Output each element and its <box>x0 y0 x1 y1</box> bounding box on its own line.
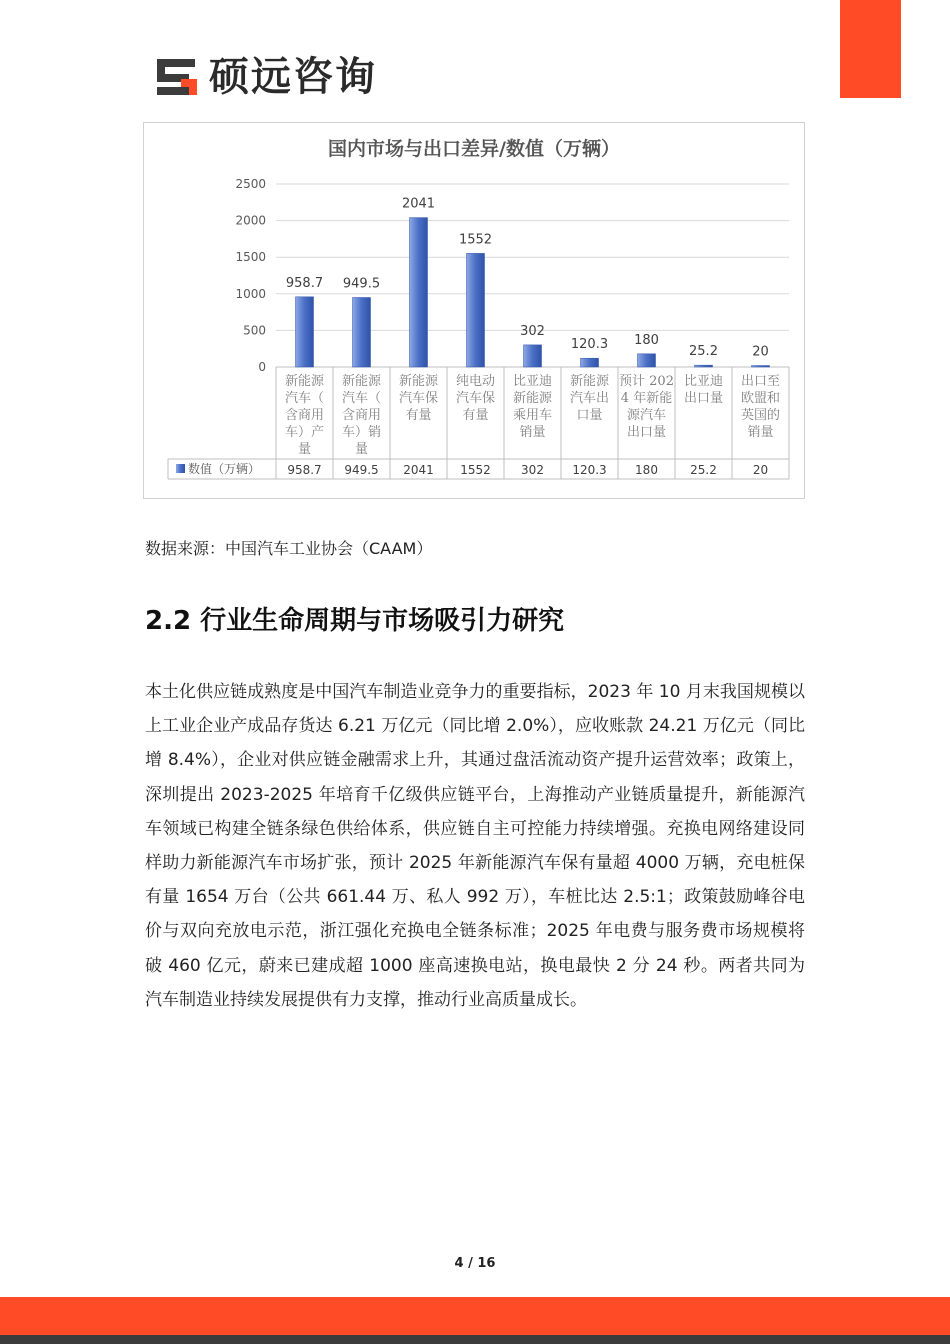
bar-data-label: 180 <box>634 332 659 348</box>
bar-data-label: 25.2 <box>689 344 718 360</box>
x-category-label: 销量 <box>747 425 774 440</box>
bar <box>581 358 599 367</box>
chart-canvas <box>144 123 804 498</box>
x-category-label: 出口量 <box>626 425 667 440</box>
bar <box>467 253 485 367</box>
legend-swatch <box>176 464 185 473</box>
page-number: 4 / 16 <box>454 1256 496 1271</box>
y-tick-label: 0 <box>258 360 266 374</box>
legend-label: 数值（万辆） <box>188 462 261 476</box>
chart-title: 国内市场与出口差异/数值（万辆） <box>328 138 620 160</box>
x-category-label: 有量 <box>462 408 489 423</box>
x-category-label: 车）产 <box>284 425 325 440</box>
x-category-label: 源汽车 <box>626 408 667 423</box>
x-category-label: 出口量 <box>683 391 724 406</box>
x-category-label: 比亚迪 <box>683 374 724 389</box>
x-category-label: 汽车保 <box>398 391 439 406</box>
x-category-label: 乘用车 <box>512 408 553 423</box>
bar <box>524 345 542 367</box>
body-paragraph: 本土化供应链成熟度是中国汽车制造业竞争力的重要指标，2023 年 10 月末我国规模以上工业企业产成品存货达 6.21 万亿元（同比增 2.0%），应收账款 24.21 万亿元（同比增 8.4%），企业对供应链金融需求上升，其通过盘活流动资产提升运营效率；政策上，深圳提出 2023-2025 年培育千亿级供应链平台，上海推动产业链质量提升，新能源汽车领域已构建全链条绿色供给体系，供应链自主可控能力持续增强。充换电网络建设同样助力新能源汽车市场扩张，预计 2025 年新能源汽车保有量超 4000 万辆，充电桩保有量 1654 万台（公共 661.44 万、私人 992 万），车桩比达 2.5:1；政策鼓励峰谷电价与双向充放电示范，浙江强化充换电全链条标准；2025 年电费与服务费市场规模将破 460 亿元，蔚来已建成超 1000 座高速换电站，换电最快 2 分 24 秒。两者共同为汽车制造业持续发展提供有力支撑，推动行业高质量成长。 <box>145 682 805 1010</box>
x-category-label: 有量 <box>405 408 432 423</box>
x-category-label: 纯电动 <box>455 374 496 389</box>
bar <box>638 354 656 367</box>
bar-data-label: 958.7 <box>285 275 324 291</box>
table-value: 1552 <box>460 463 491 477</box>
x-category-label: 出口至 <box>740 374 781 389</box>
x-category-label: 汽车保 <box>455 391 496 406</box>
x-category-label: 新能源 <box>398 374 439 389</box>
bar-data-label: 1552 <box>458 232 493 248</box>
x-category-label: 汽车（ <box>341 391 382 406</box>
footer-accent-bar <box>0 1297 950 1335</box>
bar-data-label: 120.3 <box>570 337 609 353</box>
brand-name: 硕远咨询 <box>209 54 377 100</box>
x-category-label: 口量 <box>576 408 603 423</box>
x-category-label: 新能源 <box>569 374 610 389</box>
corner-accent-block <box>840 0 901 98</box>
table-value: 120.3 <box>572 463 607 477</box>
brand-logo-icon <box>155 57 199 97</box>
y-tick-label: 2500 <box>235 177 266 191</box>
x-category-label: 汽车出 <box>569 391 610 406</box>
bar-data-label: 20 <box>752 344 769 360</box>
data-source-note: 数据来源：中国汽车工业协会（CAAM） <box>145 539 433 558</box>
x-category-label: 含商用 <box>341 408 382 423</box>
y-tick-label: 500 <box>243 323 266 338</box>
table-value: 20 <box>752 463 769 477</box>
table-value: 958.7 <box>287 463 322 477</box>
x-category-label: 新能源 <box>512 391 553 406</box>
bar <box>752 366 770 367</box>
x-category-label: 欧盟和 <box>740 391 781 406</box>
table-value: 2041 <box>403 463 434 477</box>
x-category-label: 销量 <box>519 425 546 440</box>
bar-chart <box>143 122 805 499</box>
y-tick-label: 1500 <box>235 250 266 265</box>
x-category-label: 英国的 <box>740 408 781 423</box>
x-category-label: 比亚迪 <box>512 374 553 389</box>
table-value: 25.2 <box>690 463 717 477</box>
bar <box>410 218 428 367</box>
table-value: 302 <box>521 463 544 477</box>
y-tick-label: 2000 <box>235 213 266 228</box>
table-value: 180 <box>635 463 658 477</box>
x-category-label: 量 <box>354 442 369 457</box>
bar <box>695 365 713 367</box>
bar-data-label: 2041 <box>401 196 436 212</box>
section-heading: 2.2 行业生命周期与市场吸引力研究 <box>145 606 565 636</box>
x-category-label: 4 年新能 <box>620 391 673 406</box>
x-category-label: 量 <box>297 442 312 457</box>
bar <box>296 297 314 367</box>
x-category-label: 汽车（ <box>284 391 325 406</box>
bar <box>353 297 371 367</box>
footer-dark-bar <box>0 1335 950 1344</box>
x-category-label: 车）销 <box>341 425 382 440</box>
table-value: 949.5 <box>344 463 379 477</box>
x-category-label: 含商用 <box>284 408 325 423</box>
y-tick-label: 1000 <box>235 286 266 301</box>
x-category-label: 新能源 <box>341 374 382 389</box>
x-category-label: 新能源 <box>284 374 325 389</box>
bar-data-label: 949.5 <box>342 276 381 292</box>
brand-logo <box>155 55 377 99</box>
x-category-label: 预计 202 <box>619 374 674 389</box>
bar-data-label: 302 <box>520 323 545 339</box>
